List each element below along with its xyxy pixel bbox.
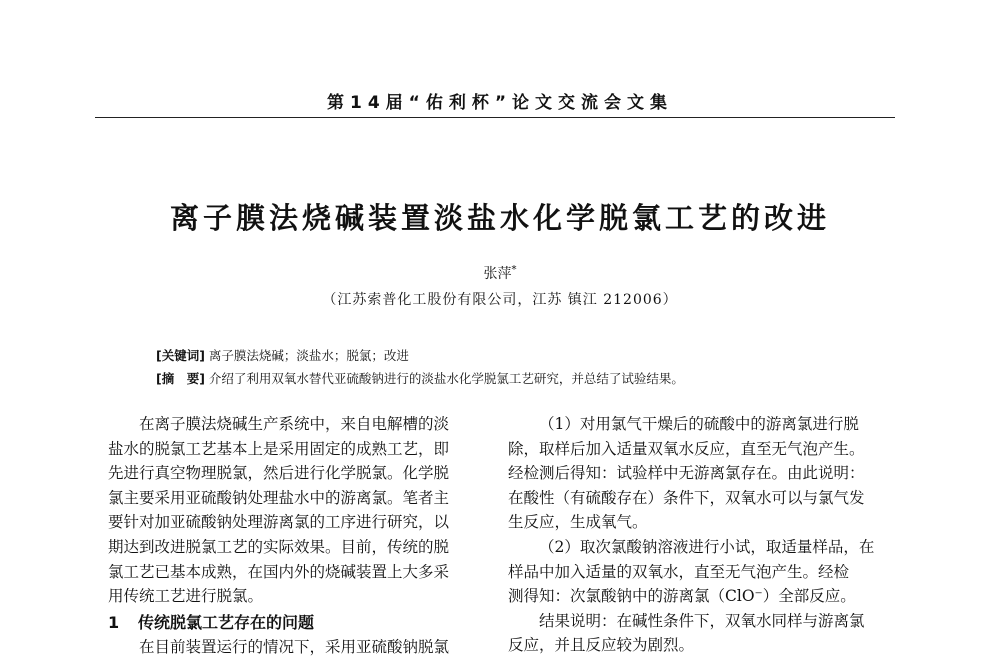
test-paragraph-1 — [508, 412, 896, 535]
text-line: 要针对加亚硫酸钠处理游离氯的工序进行研究，以 — [108, 513, 450, 532]
test-paragraph-2 — [508, 535, 896, 609]
text-line: 氯主要采用亚硫酸钠处理盐水中的游离氯。笔者主 — [108, 488, 450, 507]
text-line: 生反应，生成氧气。 — [508, 513, 648, 532]
section-heading — [108, 611, 480, 636]
section-number: 1 — [108, 612, 120, 632]
author-line — [0, 263, 1000, 283]
text-line: 盐水的脱氯工艺基本上是采用固定的成熟工艺，即 — [108, 439, 450, 458]
keywords-text: 离子膜法烧碱；淡盐水；脱氯；改进 — [208, 348, 409, 363]
text-line: 用传统工艺进行脱氯。 — [108, 587, 264, 606]
keywords-line — [156, 346, 409, 364]
text-line: 测得知：次氯酸钠中的游离氯（ClO⁻）全部反应。 — [508, 587, 856, 606]
result-paragraph — [508, 609, 896, 658]
right-column — [508, 412, 896, 658]
intro-paragraph — [108, 412, 480, 609]
text-line: 在酸性（有硫酸存在）条件下，双氧水可以与氯气发 — [508, 488, 865, 507]
author-name: 张萍 — [483, 266, 512, 282]
text-line: 期达到改进脱氯工艺的实际效果。目前，传统的脱 — [108, 537, 450, 556]
paper-title: 离子膜法烧碱装置淡盐水化学脱氯工艺的改进 — [169, 201, 830, 235]
text-line: 在离子膜法烧碱生产系统中，来自电解槽的淡 — [139, 415, 450, 433]
author-footnote-mark: * — [511, 264, 517, 276]
section-title: 传统脱氯工艺存在的问题 — [138, 612, 315, 632]
text-line: 氯工艺已基本成熟，在国内外的烧碱装置上大多采 — [108, 562, 450, 581]
text-line: 样品中加入适量的双氧水，直至无气泡产生。经检 — [508, 562, 850, 581]
text-line: 在目前装置运行的情况下，采用亚硫酸钠脱氯 — [139, 638, 450, 657]
text-line: 除，取样后加入适量双氧水反应，直至无气泡产生。 — [508, 439, 865, 458]
abstract-line — [156, 369, 684, 387]
keywords-label: [关键词] — [156, 348, 205, 363]
author-affiliation: （江苏索普化工股份有限公司，江苏 镇江 212006） — [322, 292, 678, 308]
header-rule — [95, 117, 895, 118]
running-header: 第14届“佑利杯”论文交流会文集 — [326, 93, 673, 113]
left-column — [108, 412, 480, 660]
abstract-label: [摘 要] — [156, 371, 205, 386]
text-line: 反应，并且反应较为剧烈。 — [508, 636, 695, 655]
text-line: 结果说明：在碱性条件下，双氧水同样与游离氯 — [539, 611, 865, 630]
text-line: 先进行真空物理脱氯，然后进行化学脱氯。化学脱 — [108, 464, 450, 483]
abstract-text: 介绍了利用双氧水替代亚硫酸钠进行的淡盐水化学脱氯工艺研究，并总结了试验结果。 — [208, 371, 684, 386]
text-line: （1）对用氯气干燥后的硫酸中的游离氯进行脱 — [539, 415, 859, 433]
text-line: （2）取次氯酸钠溶液进行小试，取适量样品，在 — [539, 537, 875, 556]
text-line: 经检测后得知：试验样中无游离氯存在。由此说明： — [508, 464, 865, 483]
